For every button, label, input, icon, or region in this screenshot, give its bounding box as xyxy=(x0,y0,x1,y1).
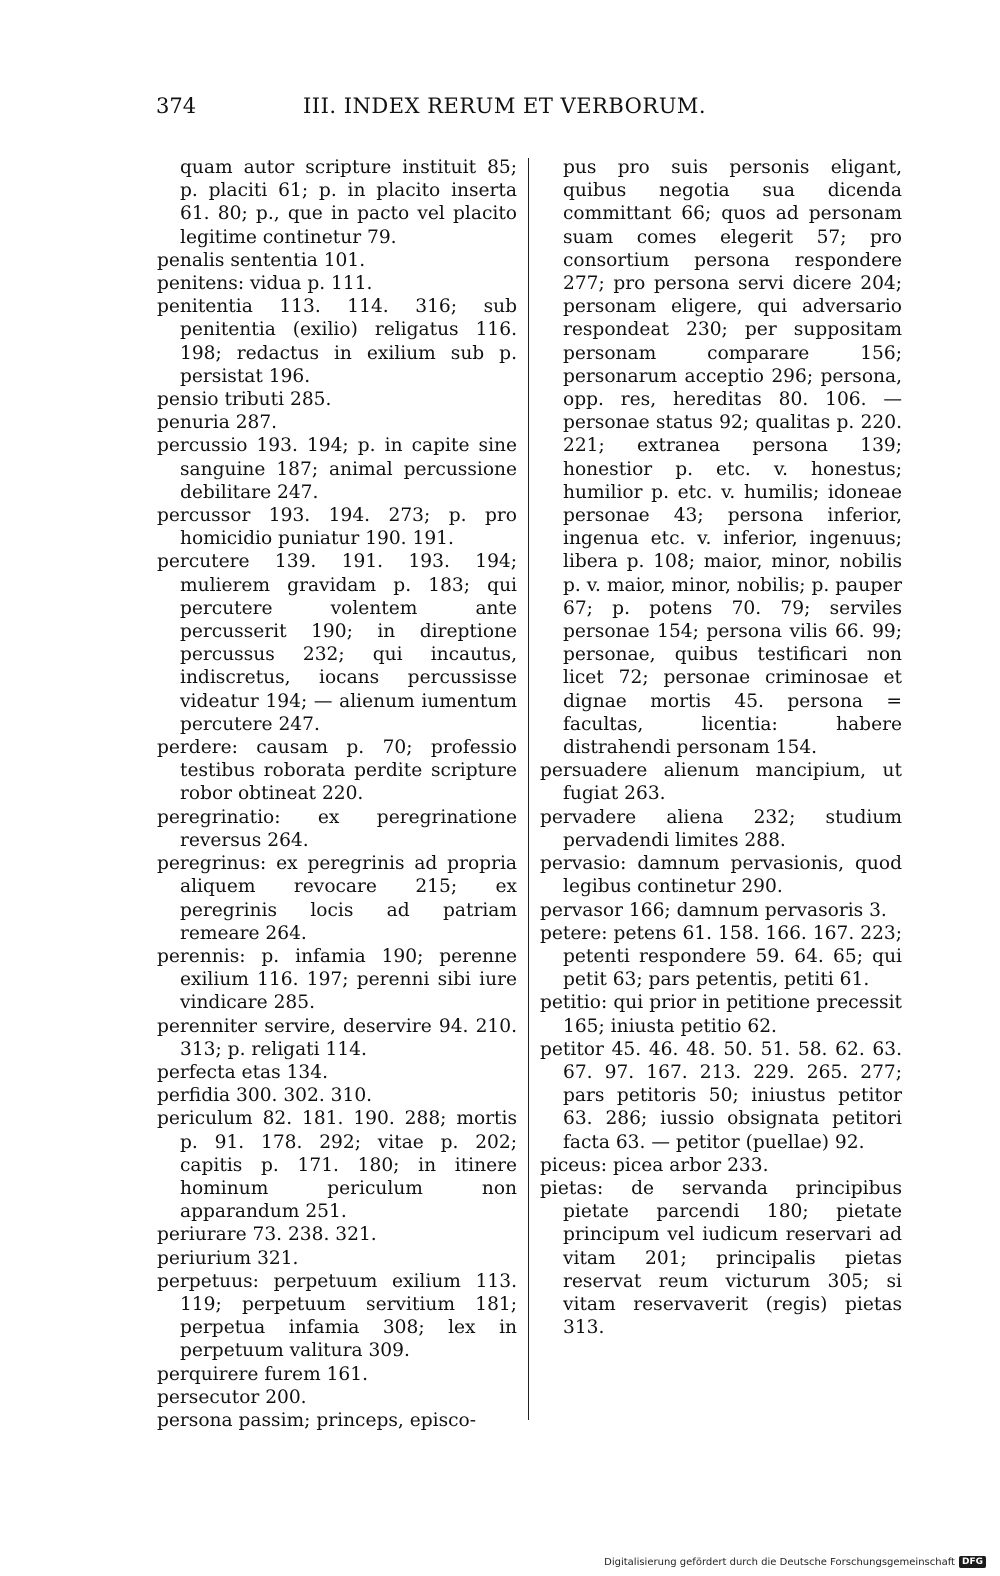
index-entry: percussio 193. 194; p. in capite sine sanguine 187; animal percussione debilitare 247. xyxy=(157,435,517,503)
page-header xyxy=(156,94,906,128)
page-title: III. INDEX RERUM ET VERBORUM. xyxy=(303,94,707,118)
index-entry: penalis sententia 101. xyxy=(157,249,366,271)
index-entry: persuadere alienum mancipium, ut fugiat 263. xyxy=(540,760,902,805)
index-entry: peregrinus: ex peregrinis ad propria aliquem revocare 215; ex peregrinis locis ad patriam remeare 264. xyxy=(157,853,517,944)
index-entry: perdere: causam p. 70; professio testibus roborata perdite scripture robor obtineat 220. xyxy=(157,737,517,805)
index-entry: pus pro suis personis eligant, quibus negotia sua dicenda committant 66; quos ad personam suam comes elegerit 57; pro consortium persona respondere 277; pro persona servi dicere 204; personam eligere, qui adversario respondeat 230; per suppositam personam comparare 156; personarum acceptio 296; persona, opp. res, hereditas 80. 106. — personae status 92; qualitas p. 220. 221; extranea persona 139; honestior p. etc. v. honestus; humilior p. etc. v. humilis; idoneae personae 43; persona inferior, ingenua etc. v. inferior, ingenuus; libera p. 108; maior, minor, nobilis p. v. maior, minor, nobilis; p. pauper 67; p. potens 70. 79; serviles personae 154; persona vilis 66. 99; personae, quibus testificari non licet 72; personae criminosae et dignae mortis 45. persona = facultas, licentia: habere distrahendi personam 154. xyxy=(563,157,902,759)
index-entry: peregrinatio: ex peregrinatione reversus 264. xyxy=(157,806,517,851)
index-entry: periurare 73. 238. 321. xyxy=(157,1224,377,1246)
index-entry: perpetuus: perpetuum exilium 113. 119; perpetuum servitium 181; perpetua infamia 308; lex in perpetuum valitura 309. xyxy=(157,1270,517,1362)
index-entry: piceus: picea arbor 233. xyxy=(540,1154,769,1176)
index-entry: pensio tributi 285. xyxy=(157,389,332,411)
index-entry: perfidia 300. 302. 310. xyxy=(157,1085,373,1107)
index-entry: percussor 193. 194. 273; p. pro homicidio puniatur 190. 191. xyxy=(157,505,517,550)
index-entry: periurium 321. xyxy=(157,1247,299,1269)
index-entry: pietas: de servanda principibus pietate parcendi 180; pietate principum vel iudicum reservari ad vitam 201; principalis pietas reservat reum victurum 305; si vitam reservaverit (regis) pietas 313. xyxy=(540,1177,902,1339)
index-entry: pervasio: damnum pervasionis, quod legibus continetur 290. xyxy=(540,853,902,898)
index-entry: penitens: vidua p. 111. xyxy=(157,273,373,295)
index-entry: perquirere furem 161. xyxy=(157,1363,369,1385)
digitization-footer xyxy=(604,1556,986,1568)
index-entry: petitor 45. 46. 48. 50. 51. 58. 62. 63. 67. 97. 167. 213. 229. 265. 277; pars petitoris 50; iniustus petitor 63. 286; iussio obsignata petitori facta 63. — petitor (puellae) 92. xyxy=(540,1038,902,1153)
index-entry: pervasor 166; damnum pervasoris 3. xyxy=(540,899,887,921)
index-entry: persecutor 200. xyxy=(157,1386,307,1408)
index-entry: periculum 82. 181. 190. 288; mortis p. 91. 178. 292; vitae p. 202; capitis p. 171. 180; in itinere hominum periculum non apparandum 251. xyxy=(157,1108,517,1223)
index-entry: perfecta etas 134. xyxy=(157,1061,328,1083)
index-entry: petitio: qui prior in petitione precessit 165; iniusta petitio 62. xyxy=(540,992,902,1037)
right-column xyxy=(540,156,902,1339)
index-entry: petere: petens 61. 158. 166. 167. 223; petenti respondere 59. 64. 65; qui petit 63; pars petentis, petiti 61. xyxy=(540,922,902,991)
left-column xyxy=(157,156,517,1432)
index-entry: perenniter servire, deservire 94. 210. 313; p. religati 114. xyxy=(157,1015,517,1060)
page-number: 374 xyxy=(156,94,197,118)
index-entry: penitentia 113. 114. 316; sub penitentia (exilio) religatus 116. 198; redactus in exilium sub p. persistat 196. xyxy=(157,296,517,387)
index-entry: penuria 287. xyxy=(157,412,278,434)
dfg-logo: DFG xyxy=(959,1556,986,1568)
index-entry: perennis: p. infamia 190; perenne exilium 116. 197; perenni sibi iure vindicare 285. xyxy=(157,945,517,1014)
index-entry: percutere 139. 191. 193. 194; mulierem gravidam p. 183; qui percutere volentem ante percusserit 190; in direptione percussus 232; qui incautus, indiscretus, iocans percussisse videatur 194; — alienum iumentum percutere 247. xyxy=(157,551,517,735)
index-entry: pervadere aliena 232; studium pervadendi limites 288. xyxy=(540,806,902,851)
column-divider xyxy=(528,158,529,1420)
footer-text: Digitalisierung gefördert durch die Deutsche Forschungsgemeinschaft xyxy=(604,1556,955,1568)
index-entry: quam autor scripture instituit 85; p. placiti 61; p. in placito inserta 61. 80; p., que in pacto vel placito legitime continetur 79. xyxy=(180,157,517,248)
index-entry: persona passim; princeps, episco- xyxy=(157,1409,477,1431)
